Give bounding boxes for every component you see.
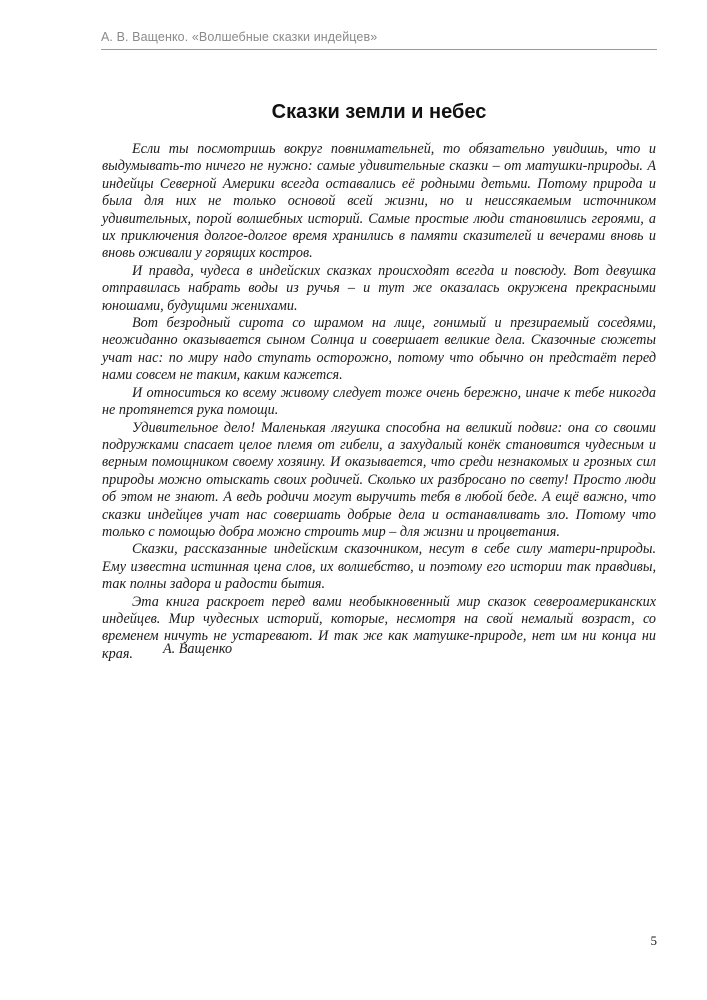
paragraph-6: Сказки, рассказанные индейским сказочником, несут в себе силу матери-природы. Ему известна истинная цена слов, их волшебство, и поэтому его истории так правдивы, так полны задора и радости бытия.	[102, 541, 656, 593]
page-title: Сказки земли и небес	[271, 101, 487, 123]
page-number: 5	[650, 933, 657, 948]
paragraph-2: И правда, чудеса в индейских сказках происходят всегда и повсюду. Вот девушка отправилась набрать воды из ручья – и тут же оказалась окружена прекрасными юношами, будущими женихами.	[102, 262, 656, 314]
paragraph-4: И относиться ко всему живому следует тоже очень бережно, иначе к тебе никогда не протянется рука помощи.	[102, 384, 656, 419]
running-header: А. В. Ващенко. «Волшебные сказки индейцев»	[101, 30, 378, 44]
paragraph-1: Если ты посмотришь вокруг повнимательней, то обязательно увидишь, что и выдумывать-то ничего не нужно: самые удивительные сказки – от матушки-природы. А индейцы Северной Америки всегда оставались её родными детьми. Потому природа и была для них не только основой всей жизни, но и неиссякаемым источником удивительных, порой волшебных историй. Самые простые люди становились героями, а их приключения долгое-долгое время хранились в памяти сказителей и вечерами вновь и вновь оживали у горящих костров.	[102, 141, 656, 262]
paragraph-7: Эта книга раскроет перед вами необыкновенный мир сказок североамериканских индейцев. Мир чудесных историй, которые, несмотря на свой немалый возраст, со временем ничуть не устаревают. И так же как матушке-природе, нет им ни конца ни края.	[102, 593, 656, 662]
paragraph-3: Вот безродный сирота со шрамом на лице, гонимый и презираемый соседями, неожиданно оказывается сыном Солнца и совершает великие дела. Сказочные сюжеты учат нас: по миру надо ступать осторожно, потому что обычно он предстаёт перед нами совсем не таким, каким кажется.	[102, 315, 656, 384]
header-divider	[101, 49, 657, 50]
article-body	[102, 141, 656, 663]
paragraph-5: Удивительное дело! Маленькая лягушка способна на великий подвиг: она со своими подружками спасает целое племя от гибели, а захудалый конёк становится чудесным и верным помощником своему хозяину. И оказывается, что среди незнакомых и грозных сил природы можно отыскать своих родичей. Сколько их разбросано по свету! Просто люди об этом не знают. А ведь родичи могут выручить тебя в любой беде. А ещё важно, что сказки индейцев учат нас совершать добрые дела и останавливать зло. Потому что только с помощью добра можно строить мир – для жизни и процветания.	[102, 419, 656, 540]
author-signature: А. Ващенко	[163, 641, 233, 657]
